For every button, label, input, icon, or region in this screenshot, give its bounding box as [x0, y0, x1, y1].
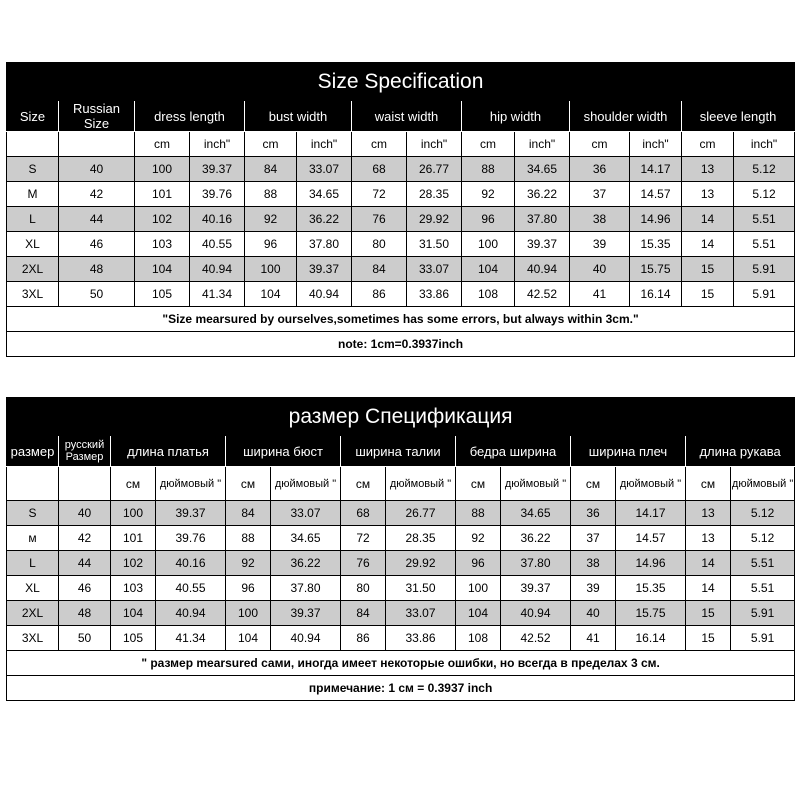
- value-cell: 39: [570, 232, 630, 257]
- value-cell: 100: [456, 576, 501, 601]
- value-cell: 14: [682, 207, 734, 232]
- value-cell: 100: [245, 257, 297, 282]
- table-row: [7, 576, 795, 601]
- size-cell: 3XL: [7, 626, 59, 651]
- header-row: [7, 436, 795, 467]
- value-cell: 48: [59, 257, 135, 282]
- value-cell: 37.80: [501, 551, 571, 576]
- value-cell: 15.75: [630, 257, 682, 282]
- unit-cm: cm: [245, 132, 297, 157]
- value-cell: 5.51: [731, 551, 795, 576]
- unit-cm: см: [341, 467, 386, 501]
- value-cell: 37.80: [297, 232, 352, 257]
- value-cell: 42: [59, 182, 135, 207]
- header-cell: hip width: [462, 101, 570, 132]
- value-cell: 15.35: [630, 232, 682, 257]
- value-cell: 5.91: [734, 282, 795, 307]
- value-cell: 42.52: [501, 626, 571, 651]
- value-cell: 88: [226, 526, 271, 551]
- value-cell: 34.65: [501, 501, 571, 526]
- unit-inch: дюймовый ": [501, 467, 571, 501]
- value-cell: 104: [135, 257, 190, 282]
- value-cell: 104: [456, 601, 501, 626]
- unit-inch: inch": [734, 132, 795, 157]
- header-cell: ширина бюст: [226, 436, 341, 467]
- header-row: [7, 101, 795, 132]
- value-cell: 108: [456, 626, 501, 651]
- value-cell: 88: [462, 157, 515, 182]
- unit-cm: cm: [352, 132, 407, 157]
- value-cell: 102: [135, 207, 190, 232]
- unit-inch: inch": [407, 132, 462, 157]
- value-cell: 92: [226, 551, 271, 576]
- value-cell: 36.22: [271, 551, 341, 576]
- value-cell: 15.75: [616, 601, 686, 626]
- value-cell: 37.80: [515, 207, 570, 232]
- unit-cm: см: [456, 467, 501, 501]
- value-cell: 39.76: [156, 526, 226, 551]
- unit-blank: [59, 132, 135, 157]
- value-cell: 103: [135, 232, 190, 257]
- value-cell: 80: [341, 576, 386, 601]
- value-cell: 40.94: [501, 601, 571, 626]
- value-cell: 29.92: [386, 551, 456, 576]
- value-cell: 33.07: [297, 157, 352, 182]
- unit-row: [7, 467, 795, 501]
- value-cell: 80: [352, 232, 407, 257]
- value-cell: 16.14: [616, 626, 686, 651]
- value-cell: 101: [135, 182, 190, 207]
- unit-inch: дюймовый ": [731, 467, 795, 501]
- value-cell: 13: [682, 157, 734, 182]
- value-cell: 68: [352, 157, 407, 182]
- value-cell: 96: [245, 232, 297, 257]
- value-cell: 39.37: [515, 232, 570, 257]
- value-cell: 15: [682, 257, 734, 282]
- value-cell: 34.65: [297, 182, 352, 207]
- value-cell: 76: [352, 207, 407, 232]
- value-cell: 13: [682, 182, 734, 207]
- header-cell: waist width: [352, 101, 462, 132]
- value-cell: 5.12: [731, 526, 795, 551]
- table-row: [7, 257, 795, 282]
- table-title: Size Specification: [7, 63, 795, 101]
- value-cell: 39.37: [297, 257, 352, 282]
- value-cell: 5.91: [731, 626, 795, 651]
- unit-cm: см: [686, 467, 731, 501]
- value-cell: 26.77: [386, 501, 456, 526]
- value-cell: 44: [59, 551, 111, 576]
- value-cell: 39.37: [190, 157, 245, 182]
- value-cell: 14: [682, 232, 734, 257]
- table-row: [7, 526, 795, 551]
- unit-inch: дюймовый ": [386, 467, 456, 501]
- value-cell: 37: [570, 182, 630, 207]
- value-cell: 36.22: [515, 182, 570, 207]
- value-cell: 5.91: [734, 257, 795, 282]
- value-cell: 88: [245, 182, 297, 207]
- table-title-row: [7, 398, 795, 436]
- value-cell: 40: [59, 501, 111, 526]
- value-cell: 40.16: [190, 207, 245, 232]
- value-cell: 48: [59, 601, 111, 626]
- value-cell: 39.37: [501, 576, 571, 601]
- value-cell: 14.96: [616, 551, 686, 576]
- table-row: [7, 157, 795, 182]
- header-cell: Russian Size: [59, 101, 135, 132]
- value-cell: 5.12: [734, 157, 795, 182]
- value-cell: 84: [341, 601, 386, 626]
- value-cell: 5.51: [734, 207, 795, 232]
- value-cell: 39.76: [190, 182, 245, 207]
- unit-blank: [7, 467, 59, 501]
- size-cell: M: [7, 182, 59, 207]
- value-cell: 15.35: [616, 576, 686, 601]
- value-cell: 37.80: [271, 576, 341, 601]
- value-cell: 5.51: [734, 232, 795, 257]
- value-cell: 40.55: [190, 232, 245, 257]
- value-cell: 104: [111, 601, 156, 626]
- size-table-russian: [6, 397, 795, 701]
- value-cell: 86: [352, 282, 407, 307]
- value-cell: 104: [462, 257, 515, 282]
- table-row: [7, 626, 795, 651]
- unit-inch: дюймовый ": [156, 467, 226, 501]
- unit-inch: дюймовый ": [271, 467, 341, 501]
- value-cell: 68: [341, 501, 386, 526]
- header-cell: bust width: [245, 101, 352, 132]
- note-row: [7, 332, 795, 357]
- unit-cm: см: [226, 467, 271, 501]
- conversion-note: примечание: 1 см = 0.3937 inch: [7, 676, 795, 701]
- value-cell: 40.94: [156, 601, 226, 626]
- size-cell: 2XL: [7, 257, 59, 282]
- value-cell: 100: [135, 157, 190, 182]
- unit-cm: см: [111, 467, 156, 501]
- value-cell: 28.35: [386, 526, 456, 551]
- value-cell: 88: [456, 501, 501, 526]
- unit-row: [7, 132, 795, 157]
- value-cell: 39.37: [271, 601, 341, 626]
- value-cell: 13: [686, 501, 731, 526]
- value-cell: 36.22: [297, 207, 352, 232]
- value-cell: 41: [571, 626, 616, 651]
- header-cell: русский Размер: [59, 436, 111, 467]
- value-cell: 40.94: [515, 257, 570, 282]
- header-cell: shoulder width: [570, 101, 682, 132]
- value-cell: 14.17: [630, 157, 682, 182]
- table-row: [7, 501, 795, 526]
- conversion-note: note: 1cm=0.3937inch: [7, 332, 795, 357]
- unit-inch: inch": [630, 132, 682, 157]
- value-cell: 105: [111, 626, 156, 651]
- unit-inch: inch": [297, 132, 352, 157]
- value-cell: 26.77: [407, 157, 462, 182]
- value-cell: 33.07: [386, 601, 456, 626]
- value-cell: 15: [686, 601, 731, 626]
- value-cell: 33.86: [386, 626, 456, 651]
- value-cell: 92: [245, 207, 297, 232]
- value-cell: 5.12: [731, 501, 795, 526]
- unit-blank: [59, 467, 111, 501]
- unit-blank: [7, 132, 59, 157]
- value-cell: 42: [59, 526, 111, 551]
- value-cell: 14: [686, 551, 731, 576]
- value-cell: 46: [59, 232, 135, 257]
- value-cell: 40: [571, 601, 616, 626]
- measurement-note: "Size mearsured by ourselves,sometimes has some errors, but always within 3cm.": [7, 307, 795, 332]
- value-cell: 44: [59, 207, 135, 232]
- value-cell: 41: [570, 282, 630, 307]
- value-cell: 84: [352, 257, 407, 282]
- value-cell: 100: [226, 601, 271, 626]
- size-cell: 3XL: [7, 282, 59, 307]
- header-cell: Size: [7, 101, 59, 132]
- value-cell: 102: [111, 551, 156, 576]
- note-row: [7, 307, 795, 332]
- unit-cm: cm: [570, 132, 630, 157]
- value-cell: 92: [462, 182, 515, 207]
- value-cell: 50: [59, 626, 111, 651]
- value-cell: 14.57: [630, 182, 682, 207]
- value-cell: 36: [571, 501, 616, 526]
- value-cell: 33.86: [407, 282, 462, 307]
- value-cell: 100: [111, 501, 156, 526]
- value-cell: 42.52: [515, 282, 570, 307]
- value-cell: 86: [341, 626, 386, 651]
- value-cell: 96: [226, 576, 271, 601]
- value-cell: 28.35: [407, 182, 462, 207]
- value-cell: 14.96: [630, 207, 682, 232]
- size-cell: XL: [7, 576, 59, 601]
- value-cell: 16.14: [630, 282, 682, 307]
- value-cell: 84: [226, 501, 271, 526]
- value-cell: 100: [462, 232, 515, 257]
- value-cell: 31.50: [386, 576, 456, 601]
- size-cell: L: [7, 207, 59, 232]
- note-row: [7, 651, 795, 676]
- value-cell: 40.55: [156, 576, 226, 601]
- unit-inch: дюймовый ": [616, 467, 686, 501]
- table-row: [7, 551, 795, 576]
- value-cell: 34.65: [515, 157, 570, 182]
- header-cell: dress length: [135, 101, 245, 132]
- size-cell: 2XL: [7, 601, 59, 626]
- table-row: [7, 232, 795, 257]
- value-cell: 40.94: [271, 626, 341, 651]
- size-cell: м: [7, 526, 59, 551]
- header-cell: ширина плеч: [571, 436, 686, 467]
- measurement-note: " размер mearsured сами, иногда имеет некоторые ошибки, но всегда в пределах 3 см.: [7, 651, 795, 676]
- note-row: [7, 676, 795, 701]
- value-cell: 96: [456, 551, 501, 576]
- value-cell: 38: [571, 551, 616, 576]
- unit-cm: см: [571, 467, 616, 501]
- value-cell: 40.94: [190, 257, 245, 282]
- size-cell: S: [7, 501, 59, 526]
- header-cell: размер: [7, 436, 59, 467]
- table-row: [7, 207, 795, 232]
- value-cell: 29.92: [407, 207, 462, 232]
- value-cell: 15: [686, 626, 731, 651]
- table-row: [7, 601, 795, 626]
- unit-inch: inch": [515, 132, 570, 157]
- value-cell: 5.51: [731, 576, 795, 601]
- value-cell: 38: [570, 207, 630, 232]
- value-cell: 37: [571, 526, 616, 551]
- value-cell: 40: [570, 257, 630, 282]
- value-cell: 40.16: [156, 551, 226, 576]
- header-cell: ширина талии: [341, 436, 456, 467]
- value-cell: 40.94: [297, 282, 352, 307]
- table-title-row: [7, 63, 795, 101]
- value-cell: 72: [352, 182, 407, 207]
- table-row: [7, 182, 795, 207]
- header-cell: sleeve length: [682, 101, 795, 132]
- value-cell: 14.57: [616, 526, 686, 551]
- value-cell: 76: [341, 551, 386, 576]
- value-cell: 96: [462, 207, 515, 232]
- value-cell: 41.34: [190, 282, 245, 307]
- value-cell: 41.34: [156, 626, 226, 651]
- value-cell: 31.50: [407, 232, 462, 257]
- value-cell: 101: [111, 526, 156, 551]
- header-cell: бедра ширина: [456, 436, 571, 467]
- value-cell: 14: [686, 576, 731, 601]
- value-cell: 50: [59, 282, 135, 307]
- value-cell: 36.22: [501, 526, 571, 551]
- value-cell: 34.65: [271, 526, 341, 551]
- unit-cm: cm: [682, 132, 734, 157]
- value-cell: 33.07: [407, 257, 462, 282]
- value-cell: 39: [571, 576, 616, 601]
- table-row: [7, 282, 795, 307]
- size-table-english: [6, 62, 795, 357]
- value-cell: 39.37: [156, 501, 226, 526]
- value-cell: 105: [135, 282, 190, 307]
- value-cell: 36: [570, 157, 630, 182]
- header-cell: длина рукава: [686, 436, 795, 467]
- value-cell: 46: [59, 576, 111, 601]
- value-cell: 92: [456, 526, 501, 551]
- unit-cm: cm: [462, 132, 515, 157]
- value-cell: 104: [245, 282, 297, 307]
- unit-inch: inch": [190, 132, 245, 157]
- value-cell: 33.07: [271, 501, 341, 526]
- value-cell: 15: [682, 282, 734, 307]
- value-cell: 104: [226, 626, 271, 651]
- value-cell: 103: [111, 576, 156, 601]
- value-cell: 14.17: [616, 501, 686, 526]
- size-cell: XL: [7, 232, 59, 257]
- value-cell: 72: [341, 526, 386, 551]
- value-cell: 40: [59, 157, 135, 182]
- table-title: размер Спецификация: [7, 398, 795, 436]
- value-cell: 108: [462, 282, 515, 307]
- unit-cm: cm: [135, 132, 190, 157]
- value-cell: 5.91: [731, 601, 795, 626]
- value-cell: 13: [686, 526, 731, 551]
- value-cell: 84: [245, 157, 297, 182]
- value-cell: 5.12: [734, 182, 795, 207]
- size-cell: L: [7, 551, 59, 576]
- header-cell: длина платья: [111, 436, 226, 467]
- size-cell: S: [7, 157, 59, 182]
